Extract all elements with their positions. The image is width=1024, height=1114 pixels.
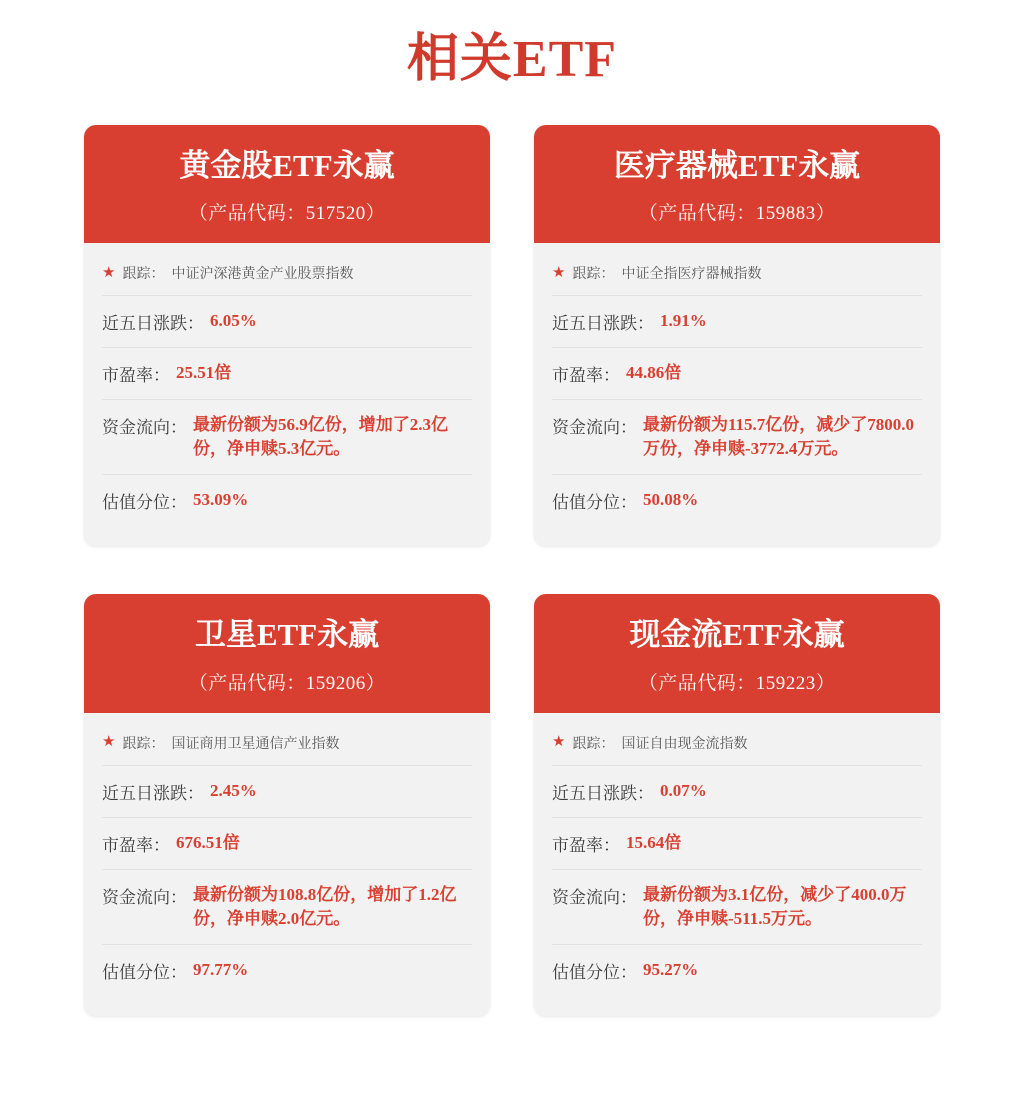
- etf-code: [550, 198, 924, 225]
- etf-card-body: [534, 713, 940, 1016]
- etf-valuation-percentile-label: 估值分位：: [552, 962, 637, 982]
- star-icon: ★: [552, 734, 566, 751]
- etf-track-value: 国证商用卫星通信产业指数: [171, 736, 340, 752]
- etf-track-label: 跟踪：: [572, 736, 615, 752]
- etf-valuation-percentile: [552, 475, 922, 526]
- etf-pe-ratio-label: 市盈率：: [552, 835, 620, 855]
- etf-valuation-percentile-value: 95.27%: [643, 959, 699, 979]
- etf-pe-ratio: [552, 348, 922, 400]
- etf-five-day-change-label: 近五日涨跌：: [102, 314, 204, 334]
- etf-five-day-change: [552, 296, 922, 348]
- etf-card[interactable]: [534, 125, 940, 546]
- etf-valuation-percentile-label: 估值分位：: [102, 962, 187, 982]
- etf-fund-flow-value: 最新份额为56.9亿份，增加了2.3亿份，净申赎5.3亿元。: [193, 415, 448, 459]
- etf-track-value: 中证全指医疗器械指数: [621, 267, 762, 283]
- etf-card-grid: [84, 125, 940, 1016]
- etf-fund-flow: [552, 400, 922, 475]
- etf-code-prefix: （产品代码：: [188, 672, 306, 694]
- etf-track-label: 跟踪：: [122, 736, 165, 752]
- etf-code-prefix: （产品代码：: [638, 672, 756, 694]
- etf-card-body: [84, 713, 490, 1016]
- etf-code: [550, 668, 924, 695]
- page-title: 相关ETF: [406, 31, 618, 88]
- etf-code-suffix: ）: [365, 672, 386, 694]
- etf-five-day-change-value: 0.07%: [660, 780, 707, 800]
- star-icon: ★: [102, 734, 116, 751]
- etf-fund-flow-label: 资金流向：: [552, 887, 637, 907]
- etf-track-row: [552, 727, 922, 766]
- etf-fund-flow-value: 最新份额为108.8亿份，增加了1.2亿份，净申赎2.0亿元。: [193, 884, 457, 928]
- etf-pe-ratio: [102, 818, 472, 870]
- etf-code-suffix: ）: [815, 672, 836, 694]
- etf-fund-flow: [102, 400, 472, 475]
- etf-card-body: [84, 243, 490, 546]
- etf-five-day-change-label: 近五日涨跌：: [102, 783, 204, 803]
- etf-pe-ratio-value: 676.51倍: [176, 832, 240, 852]
- etf-valuation-percentile: [102, 475, 472, 526]
- etf-track-row: [552, 257, 922, 296]
- etf-valuation-percentile-label: 估值分位：: [102, 493, 187, 513]
- etf-name: 黄金股ETF永赢: [179, 148, 395, 183]
- etf-track-label: 跟踪：: [122, 267, 165, 283]
- etf-pe-ratio: [552, 818, 922, 870]
- etf-name: 现金流ETF永赢: [629, 617, 845, 653]
- etf-code: [100, 668, 474, 695]
- etf-code-value: 159206: [305, 672, 366, 694]
- etf-pe-ratio-label: 市盈率：: [102, 835, 170, 855]
- etf-valuation-percentile-label: 估值分位：: [552, 493, 637, 513]
- etf-five-day-change-value: 6.05%: [210, 311, 257, 331]
- etf-code-value: 159883: [755, 203, 816, 225]
- etf-page: [0, 16, 1024, 1016]
- etf-valuation-percentile: [552, 945, 922, 996]
- etf-card-body: [534, 243, 940, 546]
- etf-card-header: [534, 125, 940, 243]
- etf-fund-flow-label: 资金流向：: [102, 887, 187, 907]
- etf-code-value: 517520: [305, 203, 366, 225]
- etf-fund-flow: [102, 870, 472, 945]
- etf-five-day-change-label: 近五日涨跌：: [552, 783, 654, 803]
- etf-fund-flow-value: 最新份额为3.1亿份，减少了400.0万份，净申赎-511.5万元。: [643, 884, 907, 928]
- etf-five-day-change-value: 2.45%: [210, 780, 257, 800]
- etf-card[interactable]: [84, 594, 490, 1015]
- etf-five-day-change: [102, 296, 472, 348]
- etf-fund-flow-value: 最新份额为115.7亿份，减少了7800.0万份，净申赎-3772.4万元。: [643, 415, 915, 459]
- etf-card-header: [534, 594, 940, 712]
- etf-name: 医疗器械ETF永赢: [613, 148, 861, 183]
- etf-pe-ratio-value: 15.64倍: [626, 832, 682, 852]
- etf-track-value: 国证自由现金流指数: [621, 736, 748, 752]
- etf-pe-ratio-value: 44.86倍: [626, 363, 682, 383]
- etf-code-prefix: （产品代码：: [188, 203, 306, 225]
- etf-card-header: [84, 125, 490, 243]
- etf-code-prefix: （产品代码：: [638, 203, 756, 225]
- etf-pe-ratio-label: 市盈率：: [552, 366, 620, 386]
- etf-code-suffix: ）: [815, 203, 836, 225]
- etf-valuation-percentile: [102, 945, 472, 996]
- etf-card[interactable]: [84, 125, 490, 546]
- etf-valuation-percentile-value: 97.77%: [193, 959, 249, 979]
- etf-fund-flow-label: 资金流向：: [552, 418, 637, 438]
- star-icon: ★: [552, 264, 566, 281]
- etf-pe-ratio-value: 25.51倍: [176, 363, 232, 383]
- etf-pe-ratio: [102, 348, 472, 400]
- etf-track-row: [102, 727, 472, 766]
- etf-code: [100, 198, 474, 225]
- etf-five-day-change-value: 1.91%: [660, 311, 707, 331]
- etf-pe-ratio-label: 市盈率：: [102, 366, 170, 386]
- etf-valuation-percentile-value: 50.08%: [643, 490, 699, 510]
- etf-code-suffix: ）: [365, 203, 386, 225]
- etf-five-day-change: [552, 766, 922, 818]
- etf-track-value: 中证沪深港黄金产业股票指数: [171, 267, 354, 283]
- etf-card-header: [84, 594, 490, 712]
- etf-valuation-percentile-value: 53.09%: [193, 490, 249, 510]
- etf-track-label: 跟踪：: [572, 267, 615, 283]
- etf-card[interactable]: [534, 594, 940, 1015]
- etf-five-day-change-label: 近五日涨跌：: [552, 314, 654, 334]
- etf-track-row: [102, 257, 472, 296]
- etf-code-value: 159223: [755, 672, 816, 694]
- etf-five-day-change: [102, 766, 472, 818]
- star-icon: ★: [102, 264, 116, 281]
- etf-name: 卫星ETF永赢: [194, 617, 380, 653]
- etf-fund-flow: [552, 870, 922, 945]
- etf-fund-flow-label: 资金流向：: [102, 418, 187, 438]
